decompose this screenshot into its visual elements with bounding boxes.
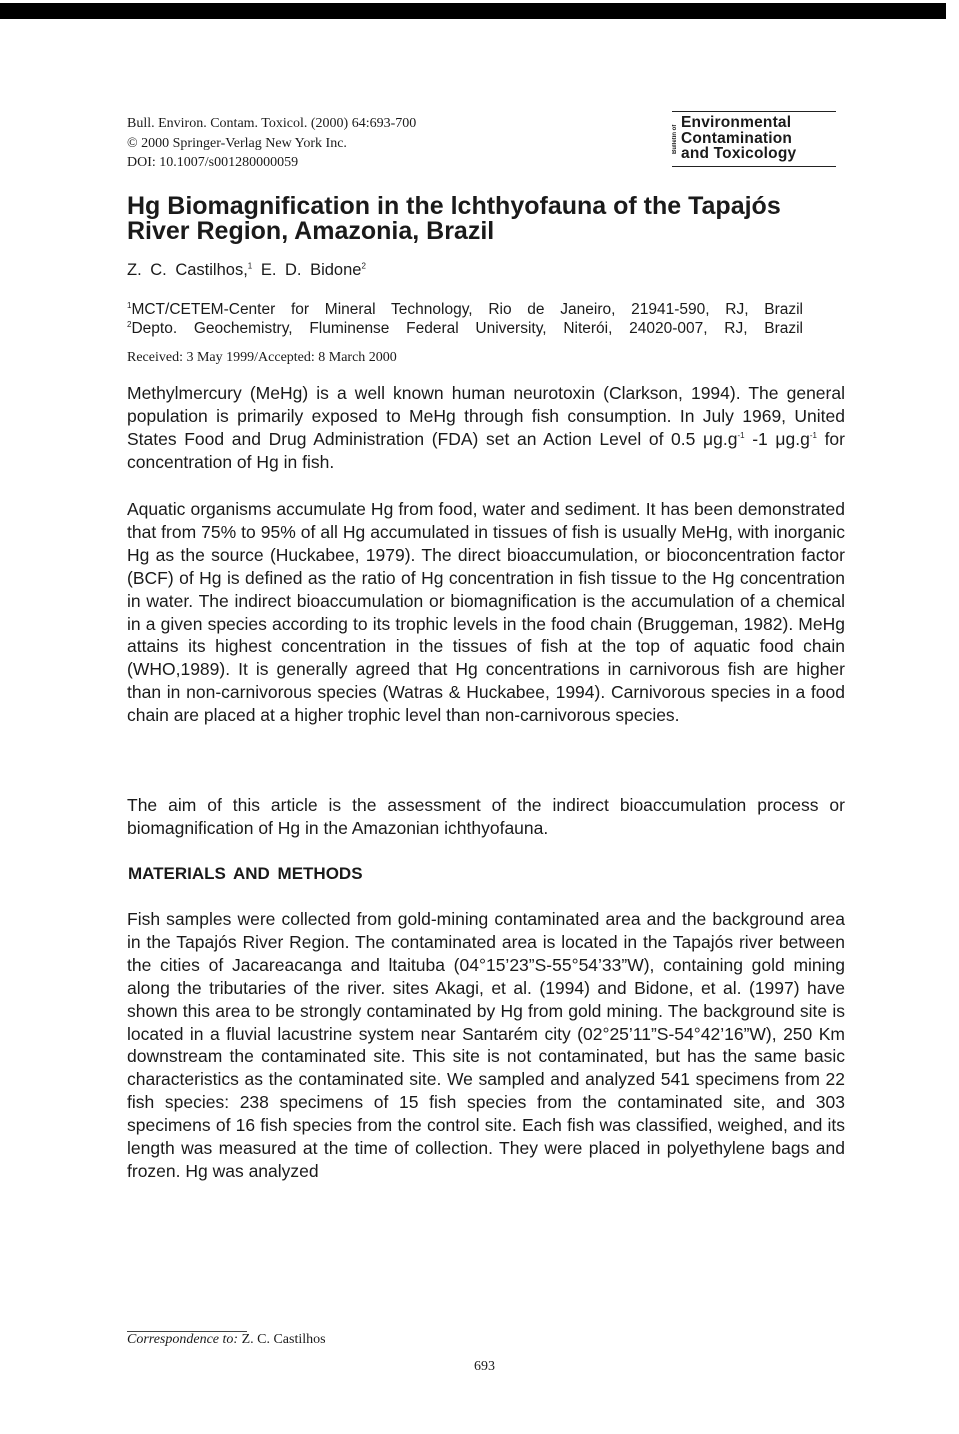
title-line: River Region, Amazonia, Brazil [127, 217, 495, 245]
logo-line: and Toxicology [681, 145, 797, 162]
affiliation: $^2$Depto. Geochemistry, Fluminense Federal University, Niterói, 24020-007, RJ, Brazil [127, 319, 803, 337]
author-sup: 2 [361, 261, 366, 271]
authors [127, 261, 366, 280]
affiliations [127, 300, 803, 338]
logo-line: Contamination [681, 129, 793, 147]
author-name: E. D. Bidone [260, 261, 362, 279]
logo-line: Environmental [681, 114, 792, 131]
top-black-bar [0, 3, 946, 19]
paragraph-aim: The aim of this article is the assessment of the indirect bioaccumulation process or biomagnification of Hg in the Amazonian ichthyofauna. [127, 795, 845, 838]
citation-line: DOI: 10.1007/s001280000059 [127, 155, 299, 170]
paragraph-methods: Fish samples were collected from gold-mining contaminated area and the background area in the Tapajós River Region. The contaminated area is located in the Tapajós river between the cities of Jacareacanga and ltaituba (04°15’23”S-55°54’33”W), containing gold mining along the tributaries of the river. sites Akagi, et al. (1994) and Bidone, et al. (1997) have shown this area to be strongly contaminated by Hg from gold mining. The background site is located in a fluvial lacustrine system near Santarém city (02°25’11”S-54°42’16”W), 250 Km downstream the contaminated site. This site is not contaminated, but has the same basic characteristics as the contaminated site. We sampled and analyzed 541 specimens from 22 fish species: 238 specimens of 15 fish species from the contaminated site, and 303 specimens of 16 fish species from the control site. Each fish was classified, weighed, and its length was measured at the time of collection. They were placed in polyethylene bags and frozen. Hg was analyzed [127, 909, 845, 1181]
section-heading: MATERIALS AND METHODS [128, 864, 363, 883]
received-date: Received: 3 May 1999/Accepted: 8 March 2000 [127, 350, 397, 365]
citation-line: © 2000 Springer-Verlag New York Inc. [127, 135, 347, 151]
title-line: Hg Biomagnification in the lchthyofauna of the Tapajós [127, 192, 781, 220]
logo-side-text: Bulletin of [672, 124, 678, 154]
page-number: 693 [474, 1359, 495, 1374]
paragraph-bioaccumulation: Aquatic organisms accumulate Hg from food, water and sediment. It has been demonstrated that from 75% to 95% of all Hg accumulated in tissues of fish is usually MeHg, with inorganic Hg as the source (Huckabee, 1979). The direct bioaccumulation, or bioconcentration factor (BCF) of Hg is defined as the ratio of Hg concentration in fish tissue to the Hg concentration in water. The indirect bioaccumulation or biomagnification is the accumulation of a chemical in a given species according to its trophic levels in the food chain (Bruggeman, 1982). MeHg attains its highest concentration in the tissues of fish at the top of aquatic food chain (WHO,1989). It is generally agreed that Hg concentrations in carnivorous fish are higher than in non-carnivorous species (Watras & Huckabee, 1994). Carnivorous species in a food chain are placed at a higher trophic level than non-carnivorous species. [127, 499, 845, 726]
author-sup: 1 [247, 261, 253, 271]
affiliation: $^1$MCT/CETEM-Center for Mineral Technology, Rio de Janeiro, 21941-590, RJ, Brazil [127, 300, 803, 318]
correspondence-footnote: Correspondence to: Z. C. Castilhos [127, 1332, 326, 1347]
author-name: Z. C. Castilhos, [127, 261, 248, 279]
journal-logo [672, 111, 836, 167]
citation-line: Bull. Environ. Contam. Toxicol. (2000) 64:693-700 [127, 116, 417, 131]
journal-citation [127, 114, 416, 173]
paragraph-intro: Methylmercury (MeHg) is a well known human neurotoxin (Clarkson, 1994). The general population is primarily exposed to MeHg through fish consumption. In July 1969, United States Food and Drug Administration (FDA) set an Action Level of 0.5 $\mu g.g^{-1}$ -1 $\mu g.g^{-1}$ for concentration of Hg in fish. [127, 383, 845, 472]
article-title [127, 194, 827, 244]
